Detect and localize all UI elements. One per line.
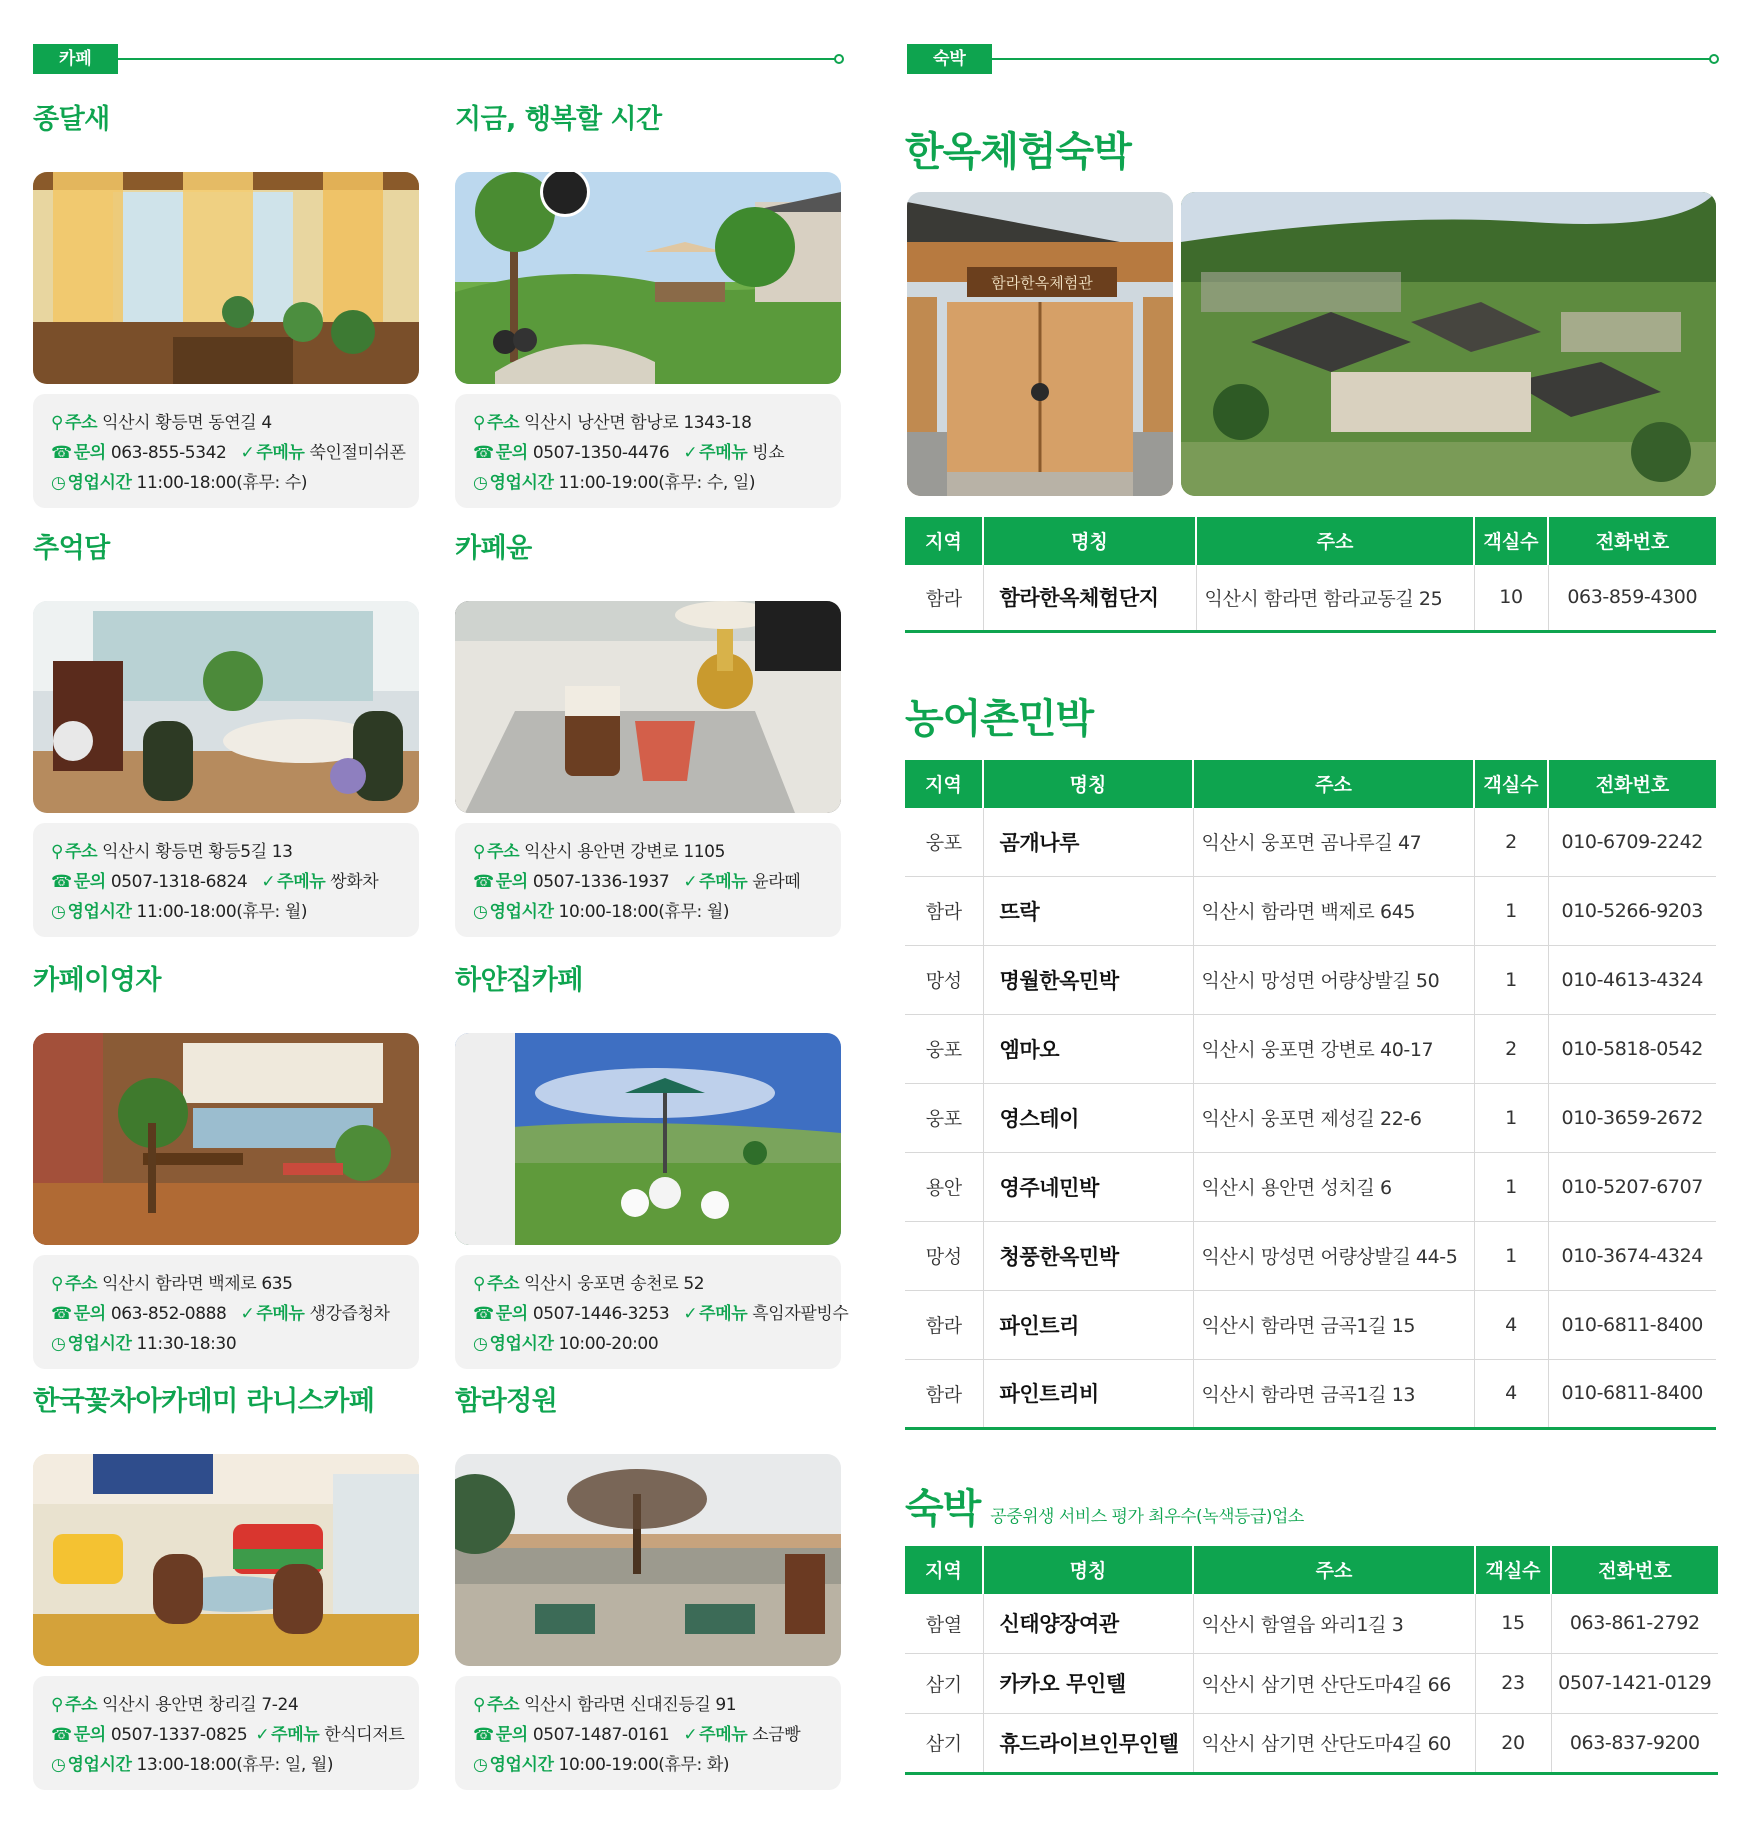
hours-value: 10:00-19:00(휴무: 화) [558,1755,730,1775]
clock-icon: ◷ [51,473,66,493]
phone-icon: ☎ [473,443,494,463]
clock-icon: ◷ [473,1334,488,1354]
cafe-info-card [455,1255,849,1369]
hours-value: 11:00-19:00(휴무: 수, 일) [558,473,756,493]
phone-cell: 063-859-4300 [1548,564,1716,631]
col-address-header: 주소 [1193,760,1474,807]
name-cell: 카카오 무인텔 [983,1653,1193,1713]
phone-icon: ☎ [51,443,72,463]
phone-label: 문의 [495,443,528,463]
address-line [51,408,419,438]
name-cell: 명월한옥민박 [983,945,1193,1014]
cafe-name: 한국꽃차아카데미 라니스카페 [33,1386,375,1417]
rooms-cell: 4 [1474,1359,1548,1428]
phone-cell: 063-837-9200 [1551,1713,1718,1773]
hours-line [473,468,841,498]
rooms-cell: 4 [1474,1290,1548,1359]
table-header-row [905,517,1716,564]
region-cell: 함라 [905,1290,983,1359]
hours-line [51,468,419,498]
region-cell: 함라 [905,564,983,631]
address-cell: 익산시 삼기면 산단도마4길 60 [1193,1713,1475,1773]
address-label: 주소 [65,413,98,433]
menu-label: 주메뉴 [277,872,326,892]
region-cell: 함라 [905,1359,983,1428]
contact-line [51,438,419,468]
section-divider [992,58,1713,60]
lodging-section-header [907,44,1713,74]
contact-line [51,1299,419,1329]
address-value: 익산시 용안면 창리길 7-24 [102,1695,299,1715]
table-row [905,1359,1716,1428]
hours-label: 영업시간 [489,1755,554,1775]
address-label: 주소 [65,842,98,862]
phone-label: 문의 [495,872,528,892]
address-line [473,408,841,438]
col-phone-header: 전화번호 [1548,760,1716,807]
clock-icon: ◷ [51,1755,66,1775]
table-header-row [905,760,1716,807]
phone-value: 0507-1446-3253 [532,1304,670,1324]
rooms-cell: 2 [1474,1014,1548,1083]
menu-value: 빙쇼 [752,443,785,463]
region-cell: 함열 [905,1593,983,1653]
cafe-name: 함라정원 [455,1386,558,1417]
rooms-cell: 1 [1474,1083,1548,1152]
table-row [905,1653,1718,1713]
phone-cell: 010-6709-2242 [1548,807,1716,876]
lodging-section-tag: 숙박 [907,44,992,74]
rooms-cell: 1 [1474,1152,1548,1221]
address-value: 익산시 함라면 신대진등길 91 [524,1695,737,1715]
address-label: 주소 [487,413,520,433]
hours-label: 영업시간 [67,902,132,922]
phone-value: 063-852-0888 [110,1304,227,1324]
cafe-card [455,100,841,508]
rooms-cell: 20 [1475,1713,1551,1773]
col-region-header: 지역 [905,1546,983,1593]
clock-icon: ◷ [473,473,488,493]
contact-line [473,867,841,897]
region-cell: 웅포 [905,1083,983,1152]
phone-value: 063-855-5342 [110,443,227,463]
menu-label: 주메뉴 [256,443,305,463]
cafe-name: 추억담 [33,533,110,564]
menu-value: 한식디저트 [324,1725,405,1745]
table-row [905,1083,1716,1152]
phone-icon: ☎ [51,872,72,892]
name-cell: 영스테이 [983,1083,1193,1152]
menu-value: 쑥인절미쉬폰 [309,443,406,463]
address-value: 익산시 황등면 동연길 4 [102,413,272,433]
phone-value: 0507-1337-0825 [110,1725,248,1745]
gate-sign-text: 함라한옥체험관 [991,274,1093,292]
hours-label: 영업시간 [489,473,554,493]
cafe-info-card [455,1676,841,1790]
farm-stay-table [905,760,1716,1430]
cafe-info-card [455,823,841,937]
hours-line [473,897,841,927]
address-line [473,1269,841,1299]
phone-label: 문의 [495,1725,528,1745]
rooms-cell: 15 [1475,1593,1551,1653]
hours-label: 영업시간 [67,1755,132,1775]
menu-label: 주메뉴 [699,443,748,463]
name-cell: 신태양장여관 [983,1593,1193,1653]
col-name-header: 명칭 [983,517,1196,564]
rooms-cell: 2 [1474,807,1548,876]
col-phone-header: 전화번호 [1548,517,1716,564]
cafe-section-header [33,44,838,74]
phone-label: 문의 [73,1304,106,1324]
phone-cell: 010-6811-8400 [1548,1359,1716,1428]
phone-cell: 010-5207-6707 [1548,1152,1716,1221]
table-row [905,1014,1716,1083]
cafe-info-card [33,1676,419,1790]
address-line [51,1690,419,1720]
table-row [905,807,1716,876]
cafe-photo [33,1033,419,1245]
cafe-name: 종달새 [33,104,110,135]
cafe-info-card [33,394,419,508]
address-line [473,837,841,867]
table-row [905,1713,1718,1773]
table-row [905,1152,1716,1221]
cafe-name: 하얀집카페 [455,965,583,996]
lodging-title: 숙박 [905,1486,981,1532]
table-row [905,1290,1716,1359]
region-cell: 망성 [905,1221,983,1290]
cafe-photo [33,172,419,384]
cafe-section-tag: 카페 [33,44,118,74]
col-address-header: 주소 [1196,517,1474,564]
cafe-card [455,529,841,937]
name-cell: 파인트리 [983,1290,1193,1359]
hanok-title: 한옥체험숙박 [905,129,1131,175]
col-rooms-header: 객실수 [1474,760,1548,807]
hours-label: 영업시간 [67,473,132,493]
address-value: 익산시 웅포면 송천로 52 [524,1274,705,1294]
address-cell: 익산시 함라면 백제로 645 [1193,876,1474,945]
lodging-title-row [905,1477,1304,1534]
cafe-name: 카페윤 [455,533,532,564]
cafe-card [455,1382,841,1790]
col-address-header: 주소 [1193,1546,1475,1593]
phone-value: 0507-1336-1937 [532,872,670,892]
contact-line [473,1299,849,1329]
address-cell: 익산시 함라면 금곡1길 13 [1193,1359,1474,1428]
hanok-village-aerial-photo [1181,192,1716,496]
phone-cell: 010-5266-9203 [1548,876,1716,945]
cafe-card [33,529,419,937]
clock-icon: ◷ [51,1334,66,1354]
rooms-cell: 23 [1475,1653,1551,1713]
address-line [51,1269,419,1299]
cafe-photo [455,601,841,813]
phone-cell: 010-3659-2672 [1548,1083,1716,1152]
region-cell: 용안 [905,1152,983,1221]
phone-value: 0507-1318-6824 [110,872,248,892]
name-cell: 뜨락 [983,876,1193,945]
rooms-cell: 1 [1474,945,1548,1014]
check-circle-icon: ✓ [261,872,276,892]
table-row [905,1593,1718,1653]
address-cell: 익산시 망성면 어량상발길 50 [1193,945,1474,1014]
contact-line [51,1720,419,1750]
phone-label: 문의 [73,1725,106,1745]
hours-value: 11:00-18:00(휴무: 수) [136,473,308,493]
hanok-table [905,517,1716,633]
region-cell: 웅포 [905,1014,983,1083]
table-row [905,1221,1716,1290]
contact-line [51,867,419,897]
phone-cell: 010-6811-8400 [1548,1290,1716,1359]
name-cell: 휴드라이브인무인텔 [983,1713,1193,1773]
address-value: 익산시 용안면 강변로 1105 [524,842,725,862]
phone-icon: ☎ [473,872,494,892]
address-label: 주소 [65,1274,98,1294]
lodging-table [905,1546,1718,1775]
region-cell: 삼기 [905,1713,983,1773]
table-row [905,876,1716,945]
clock-icon: ◷ [473,902,488,922]
menu-label: 주메뉴 [256,1304,305,1324]
name-cell: 엠마오 [983,1014,1193,1083]
address-cell: 익산시 용안면 성치길 6 [1193,1152,1474,1221]
menu-label: 주메뉴 [699,872,748,892]
col-region-header: 지역 [905,760,983,807]
region-cell: 웅포 [905,807,983,876]
cafe-name: 카페이영자 [33,965,161,996]
hours-line [51,1329,419,1359]
phone-cell: 010-3674-4324 [1548,1221,1716,1290]
address-label: 주소 [487,1274,520,1294]
name-cell: 영주네민박 [983,1152,1193,1221]
cafe-info-card [455,394,841,508]
phone-label: 문의 [73,443,106,463]
region-cell: 망성 [905,945,983,1014]
address-cell: 익산시 웅포면 제성길 22-6 [1193,1083,1474,1152]
cafe-photo [33,601,419,813]
phone-cell: 010-5818-0542 [1548,1014,1716,1083]
hours-line [51,897,419,927]
phone-value: 0507-1350-4476 [532,443,670,463]
address-value: 익산시 낭산면 함낭로 1343-18 [524,413,752,433]
col-rooms-header: 객실수 [1474,517,1548,564]
cafe-photo [455,172,841,384]
hours-value: 10:00-18:00(휴무: 월) [558,902,730,922]
location-pin-icon: ⚲ [51,413,64,433]
check-circle-icon: ✓ [683,1304,698,1324]
menu-value: 소금빵 [752,1725,801,1745]
cafe-card [33,961,419,1369]
phone-cell: 010-4613-4324 [1548,945,1716,1014]
address-label: 주소 [65,1695,98,1715]
hours-label: 영업시간 [489,1334,554,1354]
col-name-header: 명칭 [983,1546,1193,1593]
location-pin-icon: ⚲ [473,842,486,862]
hours-line [473,1750,841,1780]
cafe-photo [33,1454,419,1666]
name-cell: 함라한옥체험단지 [983,564,1196,631]
menu-label: 주메뉴 [699,1304,748,1324]
phone-label: 문의 [495,1304,528,1324]
hours-line [473,1329,841,1359]
hours-label: 영업시간 [67,1334,132,1354]
menu-value: 윤라떼 [752,872,801,892]
location-pin-icon: ⚲ [473,1695,486,1715]
phone-cell: 063-861-2792 [1551,1593,1718,1653]
location-pin-icon: ⚲ [51,842,64,862]
hours-value: 10:00-20:00 [558,1334,659,1354]
phone-value: 0507-1487-0161 [532,1725,670,1745]
phone-icon: ☎ [473,1725,494,1745]
table-row [905,945,1716,1014]
hours-value: 11:00-18:00(휴무: 월) [136,902,308,922]
clock-icon: ◷ [473,1755,488,1775]
section-divider [118,58,838,60]
hours-value: 11:30-18:30 [136,1334,237,1354]
contact-line [473,438,841,468]
location-pin-icon: ⚲ [473,413,486,433]
farm-stay-title: 농어촌민박 [905,696,1094,742]
address-cell: 익산시 함열읍 와리1길 3 [1193,1593,1475,1653]
phone-label: 문의 [73,872,106,892]
address-cell: 익산시 웅포면 강변로 40-17 [1193,1014,1474,1083]
col-region-header: 지역 [905,517,983,564]
hours-label: 영업시간 [489,902,554,922]
address-value: 익산시 함라면 백제로 635 [102,1274,293,1294]
region-cell: 함라 [905,876,983,945]
col-rooms-header: 객실수 [1475,1546,1551,1593]
cafe-info-card [33,1255,419,1369]
phone-icon: ☎ [51,1725,72,1745]
cafe-photo [455,1454,841,1666]
phone-icon: ☎ [51,1304,72,1324]
contact-line [473,1720,841,1750]
check-circle-icon: ✓ [683,443,698,463]
col-phone-header: 전화번호 [1551,1546,1718,1593]
col-name-header: 명칭 [983,760,1193,807]
address-line [473,1690,841,1720]
clock-icon: ◷ [51,902,66,922]
rooms-cell: 10 [1474,564,1548,631]
address-cell: 익산시 함라면 함라교동길 25 [1196,564,1474,631]
hanok-gate-photo [907,192,1173,496]
cafe-card [33,100,419,508]
location-pin-icon: ⚲ [51,1695,64,1715]
cafe-info-card [33,823,419,937]
rooms-cell: 1 [1474,876,1548,945]
address-label: 주소 [487,842,520,862]
table-header-row [905,1546,1718,1593]
hours-line [51,1750,419,1780]
phone-icon: ☎ [473,1304,494,1324]
menu-value: 흑임자팥빙수 [752,1304,849,1324]
name-cell: 파인트리비 [983,1359,1193,1428]
region-cell: 삼기 [905,1653,983,1713]
table-row [905,564,1716,631]
address-value: 익산시 황등면 황등5길 13 [102,842,293,862]
hours-value: 13:00-18:00(휴무: 일, 월) [136,1755,334,1775]
cafe-card [455,961,849,1369]
address-cell: 익산시 함라면 금곡1길 15 [1193,1290,1474,1359]
check-circle-icon: ✓ [683,1725,698,1745]
location-pin-icon: ⚲ [51,1274,64,1294]
menu-value: 생강즙청차 [309,1304,390,1324]
check-circle-icon: ✓ [240,1304,255,1324]
address-cell: 익산시 망성면 어량상발길 44-5 [1193,1221,1474,1290]
address-label: 주소 [487,1695,520,1715]
cafe-name: 지금, 행복할 시간 [455,104,662,135]
phone-cell: 0507-1421-0129 [1551,1653,1718,1713]
location-pin-icon: ⚲ [473,1274,486,1294]
cafe-photo [455,1033,841,1245]
lodging-note: 공중위생 서비스 평가 최우수(녹색등급)업소 [990,1507,1304,1527]
check-circle-icon: ✓ [255,1725,270,1745]
address-cell: 익산시 삼기면 산단도마4길 66 [1193,1653,1475,1713]
menu-value: 쌍화차 [330,872,379,892]
address-line [51,837,419,867]
check-circle-icon: ✓ [240,443,255,463]
rooms-cell: 1 [1474,1221,1548,1290]
address-cell: 익산시 웅포면 곰나루길 47 [1193,807,1474,876]
menu-label: 주메뉴 [271,1725,320,1745]
name-cell: 곰개나루 [983,807,1193,876]
cafe-card [33,1382,419,1790]
name-cell: 청풍한옥민박 [983,1221,1193,1290]
menu-label: 주메뉴 [699,1725,748,1745]
check-circle-icon: ✓ [683,872,698,892]
